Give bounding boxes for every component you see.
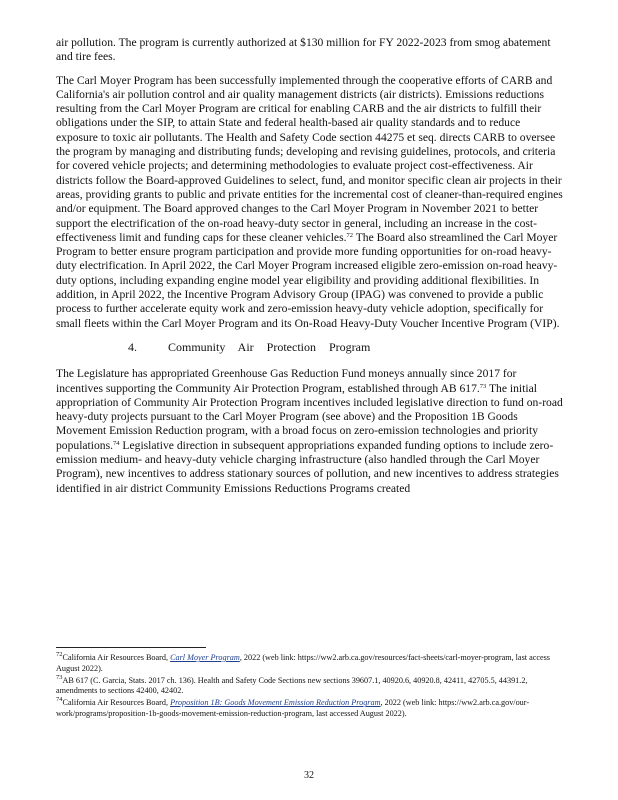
footnote-text: AB 617 (C. Garcia, Stats. 2017 ch. 136). Health and Safety Code Sections new sections 39607.1, 40920.6, 40920.8, 42411, 42705.5, 44391.2, amendments to sections 42400, 42402. — [56, 675, 528, 696]
footnote-text: California Air Resources Board, — [62, 653, 171, 662]
footnote-number: 73 — [56, 673, 63, 681]
paragraph-intro: air pollution. The program is currently authorized at $130 million for FY 2022-2023 from smog abatement and tire fees. — [56, 36, 551, 64]
paragraph-community-air — [56, 367, 564, 496]
paragraph-text: Legislative direction in subsequent appropriations expanded funding options to include zero-emission medium- and heavy-duty vehicle charging infrastructure (also handled through the Carl Moyer Program), new incentives to address stationary sources of pollution, and new incentives to address strategies identified in air district Community Emissions Reductions Programs created — [56, 438, 559, 495]
section-title: Community Air Protection Program — [168, 339, 371, 354]
footnote-text: , 2022 (web link: https://ww2.arb.ca.gov/resources/fact-sheets/carl-moyer-program, last access August 2022). — [56, 653, 550, 673]
paragraph-text: The initial appropriation of Community Air Protection Program incentives included legislative direction to fund on-road heavy-duty projects pursuant to the Carl Moyer Program (see above) and the Proposition 1B Goods Movement Emission Reduction program, with a broad focus on zero-emission technologies and priority populations. — [56, 381, 563, 452]
footnote-divider — [56, 647, 206, 648]
footnote-text: California Air Resources Board, — [62, 698, 171, 708]
footnote-link[interactable]: Carl Moyer Program — [170, 653, 240, 662]
paragraph-text: The Carl Moyer Program has been successfully implemented through the cooperative efforts of CARB and California's air pollution control and air quality management districts (air districts). Emissions reductions resulting from the Carl Moyer Program are critical for enabling CARB and the air districts to fulfill their obligations under the SIP, to attain State and federal health-based air quality standards and to reduce exposure to toxic air pollutants. The Health and Safety Code section 44275 et seq. directs CARB to oversee the program by managing and distributing funds; developing and revising guidelines, protocols, and criteria for covered vehicle projects; and determining methodologies to evaluate project cost-effectiveness. Air districts follow the Board-approved Guidelines to select, fund, and monitor specific clean air projects in their areas, providing grants to public and private entities for the incremental cost of cleaner-than-required engines and/or equipment. The Board approved changes to the Carl Moyer Program in November 2021 to better support the electrification of the on-road heavy-duty sector in general, including an increase in the cost-effectiveness limit and funding caps for these cleaner vehicles. — [56, 73, 563, 244]
section-number: 4. — [128, 339, 137, 354]
paragraph-carl-moyer — [56, 74, 564, 331]
footnote-number: 74 — [56, 696, 63, 704]
footnote-73 — [56, 673, 566, 698]
footnote-74 — [56, 698, 566, 720]
footnotes — [56, 647, 566, 721]
paragraph-text: The Board also streamlined the Carl Moyer Program to better ensure program participation and provide more funding opportunities for on-road heavy-duty electrification. In April 2022, the Carl Moyer Program increased eligible zero-emission on-road heavy-duty options, including expanding engine model year eligibility and providing additional flexibilities. In addition, in April 2022, the Incentive Program Advisory Group (IPAG) was convened to provide a public process to further accelerate equity work and zero-emission heavy-duty vehicle adoption, specifically for small fleets within the Carl Moyer Program and its On-Road Heavy-Duty Voucher Incentive Program (VIP). — [56, 230, 560, 330]
paragraph-text: The Legislature has appropriated Greenhouse Gas Reduction Fund moneys annually since 2017 for incentives supporting the Community Air Protection Program, established through AB 617. — [56, 367, 517, 395]
footnote-ref[interactable]: 73 — [479, 382, 487, 390]
footnote-ref[interactable]: 72 — [346, 231, 353, 239]
footnote-number: 72 — [56, 651, 63, 658]
body-text — [56, 36, 564, 505]
footnote-text: , 2022 (web link: https://ww2.arb.ca.gov/our-work/programs/proposition-1b-goods-movement-emission-reduction-program, last accessed August 2022). — [56, 698, 530, 718]
page-number: 32 — [304, 770, 314, 781]
footnote-link[interactable]: Proposition 1B: Goods Movement Emission Reduction Program — [170, 698, 381, 708]
footnote-72 — [56, 653, 566, 675]
footnote-ref[interactable]: 74 — [113, 439, 120, 447]
section-heading — [56, 340, 564, 354]
